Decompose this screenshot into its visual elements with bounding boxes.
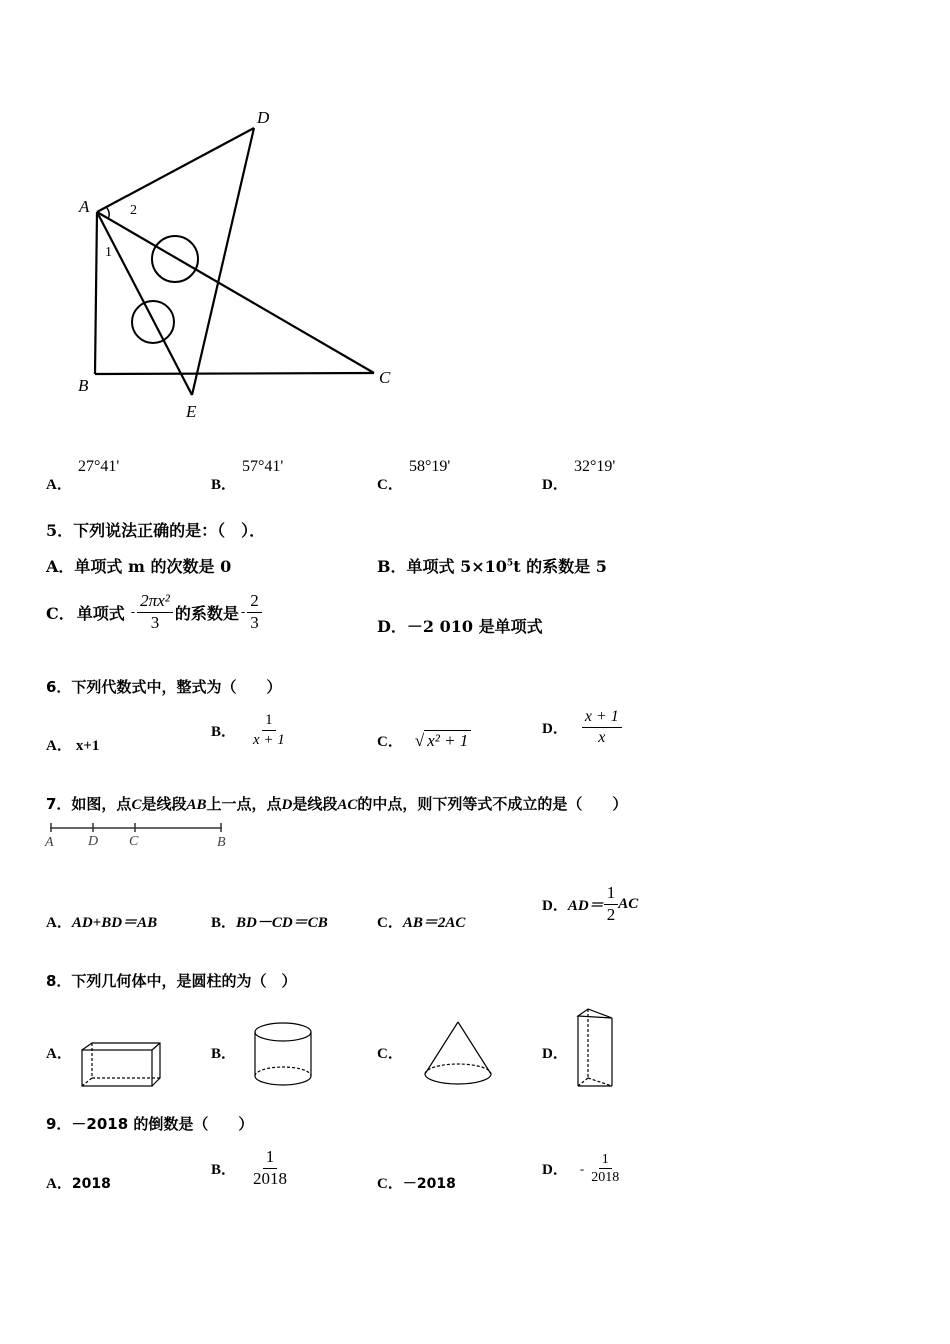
q6-option-d-letter: D． <box>542 720 568 737</box>
cone-shape[interactable] <box>420 1018 496 1088</box>
q5-option-c-denominator2: 3 <box>250 612 259 632</box>
cylinder-shape[interactable] <box>250 1020 316 1090</box>
q7-stem-part: 上一点，点 <box>206 795 282 813</box>
line-label-d: D <box>88 834 99 849</box>
q5-option-c-numerator2: 2 <box>247 592 262 613</box>
q5-option-d-text: －2 010 是单项式 <box>406 617 543 636</box>
q8-option-a-letter[interactable]: A． <box>46 1046 72 1062</box>
q7-stem-segment-ac: AC <box>337 797 358 813</box>
q6-option-c-radicand: x² + 1 <box>424 730 471 750</box>
q6-option-c-letter: C． <box>377 734 403 750</box>
q5-option-b-text1: 单项式 5×10 <box>406 557 507 576</box>
q5-option-c-minus: - <box>130 604 136 620</box>
q6-option-a-letter: A． <box>46 738 72 754</box>
q7-option-d-letter: D． <box>542 897 568 914</box>
q6-option-b-denominator: x + 1 <box>253 731 285 748</box>
q5-option-a-text: 单项式 m 的次数是 0 <box>74 557 232 576</box>
segment-de <box>192 128 254 395</box>
q6-option-d[interactable] <box>542 708 622 746</box>
q6-option-c-sqrt: √ x² + 1 <box>415 731 471 751</box>
q4-option-b-letter[interactable]: B． <box>211 477 237 493</box>
label-b: B <box>78 376 89 395</box>
q5-option-c-numerator: 2πx² <box>137 592 173 613</box>
q5-option-b-exponent: 5 <box>506 558 514 569</box>
q5-option-a-letter: A． <box>46 557 75 576</box>
q5-option-c-fraction <box>137 592 173 632</box>
q7-option-a-letter: A． <box>46 915 72 931</box>
q6-option-d-fraction <box>582 708 622 746</box>
q7-option-d[interactable] <box>542 884 638 924</box>
q9-option-d-fraction <box>588 1152 622 1186</box>
q6-option-b-fraction <box>250 712 288 748</box>
q7-option-d-numerator: 1 <box>604 884 619 905</box>
segment-bc <box>95 373 374 374</box>
q7-option-c[interactable] <box>377 911 465 932</box>
q7-option-d-fraction <box>604 884 619 924</box>
triangle-figure <box>60 100 420 430</box>
q4-option-c-letter[interactable]: C． <box>377 477 403 493</box>
q9-option-d-denominator: 2018 <box>591 1170 620 1186</box>
q9-option-d[interactable] <box>542 1152 622 1186</box>
segment-ab <box>95 212 97 374</box>
q9-option-b[interactable] <box>211 1148 290 1188</box>
q9-option-b-fraction <box>250 1148 290 1188</box>
label-c: C <box>379 368 391 387</box>
q9-option-a-letter: A． <box>46 1176 72 1192</box>
prism-shape[interactable] <box>572 1006 618 1092</box>
q4-options <box>0 455 950 495</box>
q4-option-d-letter[interactable]: D． <box>542 477 568 493</box>
q5-option-c-minus2: - <box>240 604 246 620</box>
q7-option-a-text: AD+BD＝AB <box>71 915 158 931</box>
q9-option-c[interactable] <box>377 1172 456 1193</box>
q7-stem-point-c: C <box>131 797 142 813</box>
segment-ad <box>97 128 254 212</box>
q5-stem: 5．下列说法正确的是：（ ）． <box>46 521 266 540</box>
q7-option-d-post: AC <box>618 895 639 912</box>
q6-option-a-text: x+1 <box>75 738 100 754</box>
q5-option-d[interactable] <box>377 614 543 637</box>
line-label-a: A <box>45 835 54 850</box>
label-angle-2: 2 <box>130 203 137 218</box>
q7-stem-part: 是线段 <box>292 795 338 813</box>
number-line-figure <box>40 818 240 854</box>
q7-stem <box>46 793 627 814</box>
q5-option-b-letter: B． <box>377 557 407 576</box>
q9-option-c-letter: C． <box>377 1176 403 1192</box>
q6-option-d-numerator: x + 1 <box>582 708 622 728</box>
q5-option-c-denominator: 3 <box>150 612 160 632</box>
q9-option-b-letter: B． <box>211 1161 237 1178</box>
q9-option-d-numerator: 1 <box>599 1152 612 1169</box>
q7-option-d-denominator: 2 <box>606 904 616 924</box>
q9-option-a[interactable] <box>46 1172 111 1193</box>
q6-option-b-numerator: 1 <box>262 712 276 731</box>
q4-option-b-value: 57°41' <box>242 458 284 475</box>
q6-option-b-letter: B． <box>211 723 237 740</box>
q7-stem-segment-ab: AB <box>186 797 207 813</box>
q5-option-b-text2: t 的系数是 5 <box>513 557 607 576</box>
q5-option-b[interactable] <box>377 554 607 577</box>
q7-option-b[interactable] <box>211 911 328 932</box>
q8-option-c-letter[interactable]: C． <box>377 1046 403 1062</box>
q5-option-c-letter: C． <box>46 603 75 623</box>
q4-option-d-value: 32°19' <box>574 458 616 475</box>
q5-option-c-fraction2 <box>247 592 262 632</box>
q5-option-a[interactable] <box>46 554 231 577</box>
q8-option-b-letter[interactable]: B． <box>211 1046 237 1062</box>
q5-option-d-letter: D． <box>377 617 407 636</box>
q9-option-a-text: 2018 <box>71 1176 111 1192</box>
q9-option-d-letter: D． <box>542 1162 568 1179</box>
q7-stem-part: 是线段 <box>141 795 187 813</box>
line-label-c: C <box>129 834 139 849</box>
hole-circle-upper <box>152 236 198 282</box>
q7-option-b-letter: B． <box>211 915 237 931</box>
q6-option-a[interactable] <box>46 734 99 755</box>
q5-option-c[interactable] <box>46 592 262 632</box>
cuboid-shape[interactable] <box>78 1040 164 1092</box>
q7-option-d-pre: AD＝ <box>567 897 604 914</box>
q7-option-a[interactable] <box>46 911 157 932</box>
q8-option-d-letter[interactable]: D． <box>542 1046 568 1062</box>
label-angle-1: 1 <box>105 245 112 260</box>
q7-stem-point-d: D <box>281 797 293 813</box>
q7-stem-part: 的中点，则下列等式不成立的是（ ） <box>357 795 628 813</box>
line-label-b: B <box>217 835 226 850</box>
q6-option-c[interactable] <box>377 730 471 751</box>
q9-option-c-text: －2018 <box>402 1176 456 1192</box>
q5-option-c-text1: 单项式 <box>76 603 125 623</box>
q9-option-b-denominator: 2018 <box>253 1168 288 1188</box>
q4-option-a-letter[interactable]: A． <box>46 477 72 493</box>
q7-option-c-letter: C． <box>377 915 403 931</box>
q4-option-a-value: 27°41' <box>78 458 120 475</box>
q7-option-c-text: AB＝2AC <box>402 915 466 931</box>
label-a: A <box>79 197 90 216</box>
q5-option-c-text2: 的系数是 <box>174 603 239 623</box>
q8-stem: 8．下列几何体中，是圆柱的为（ ） <box>46 972 297 990</box>
q6-stem: 6．下列代数式中，整式为（ ） <box>46 678 282 696</box>
q4-option-c-value: 58°19' <box>409 458 451 475</box>
label-e: E <box>186 402 197 421</box>
q9-option-b-numerator: 1 <box>263 1148 278 1169</box>
q7-option-b-text: BD－CD＝CB <box>236 915 328 931</box>
q9-option-d-minus: - <box>579 1160 585 1176</box>
q6-option-b[interactable] <box>211 712 288 748</box>
q9-stem: 9．－2018 的倒数是（ ） <box>46 1115 254 1133</box>
q6-option-d-denominator: x <box>598 728 606 746</box>
q7-stem-part: 7．如图，点 <box>46 795 132 813</box>
label-d: D <box>257 108 270 127</box>
